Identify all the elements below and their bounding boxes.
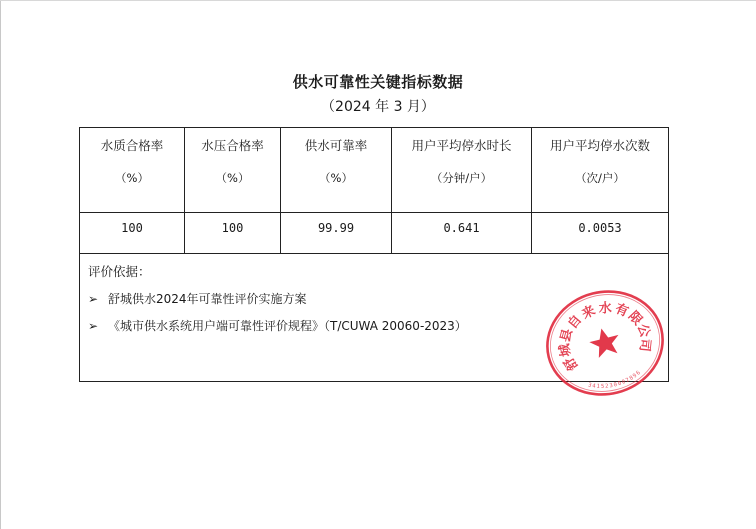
document-subtitle: （2024 年 3 月）	[321, 99, 435, 115]
header-unit: （%）	[115, 171, 149, 185]
svg-text:0: 0	[621, 378, 627, 386]
header-cell-water-quality	[80, 128, 185, 213]
value-text: 100	[221, 221, 244, 235]
svg-text:8: 8	[628, 375, 635, 382]
value-cell-outage-count	[532, 213, 669, 254]
svg-text:3: 3	[609, 382, 614, 390]
value-cell-outage-duration	[392, 213, 532, 254]
basis-item-text: 《城市供水系统用户端可靠性评价规程》（T/CUWA 20060-2023）	[108, 319, 467, 333]
value-text: 0.641	[443, 221, 480, 235]
arrow-bullet-icon: ➢	[88, 292, 99, 306]
value-cell-water-pressure	[185, 213, 281, 254]
header-cell-supply-reliability	[281, 128, 392, 213]
svg-text:水: 水	[598, 301, 612, 317]
header-unit: （%）	[319, 171, 353, 185]
header-label: 供水可靠率	[304, 138, 368, 153]
table-value-row	[80, 213, 669, 254]
header-label: 水压合格率	[201, 138, 264, 153]
basis-item	[88, 317, 467, 334]
svg-text:有: 有	[612, 301, 631, 321]
document-title: 供水可靠性关键指标数据	[292, 73, 464, 91]
basis-item	[88, 290, 307, 307]
svg-text:来: 来	[579, 303, 598, 323]
basis-title: 评价依据：	[88, 264, 151, 279]
svg-text:2: 2	[604, 383, 609, 390]
arrow-bullet-icon: ➢	[88, 319, 99, 333]
header-label: 用户平均停水时长	[411, 138, 512, 153]
header-cell-water-pressure	[185, 128, 281, 213]
star-icon	[587, 325, 623, 359]
svg-text:0: 0	[617, 380, 623, 388]
value-text: 99.99	[317, 221, 355, 235]
svg-text:城: 城	[557, 342, 575, 358]
header-unit: （次/户）	[575, 171, 625, 185]
svg-text:舒: 舒	[561, 353, 582, 373]
header-label: 水质合格率	[100, 138, 164, 153]
svg-text:9: 9	[632, 372, 639, 380]
page-top-border	[0, 0, 756, 1]
svg-text:县: 县	[558, 327, 576, 344]
svg-text:公: 公	[633, 322, 653, 340]
svg-text:4: 4	[591, 383, 597, 390]
table-header-row	[80, 128, 669, 213]
svg-text:5: 5	[600, 383, 605, 390]
svg-text:0: 0	[613, 381, 618, 389]
value-text: 0.0053	[578, 221, 622, 235]
svg-text:6: 6	[635, 370, 642, 377]
value-text: 100	[121, 221, 143, 235]
value-cell-water-quality	[80, 213, 185, 254]
svg-text:1: 1	[596, 383, 601, 390]
header-unit: （分钟/户）	[430, 171, 493, 185]
svg-text:2: 2	[624, 377, 631, 385]
header-label: 用户平均停水次数	[549, 138, 650, 153]
svg-text:3: 3	[587, 382, 593, 389]
official-seal-stamp	[539, 288, 673, 398]
svg-text:自: 自	[565, 312, 586, 333]
svg-text:司: 司	[636, 337, 653, 353]
header-unit: （%）	[215, 171, 250, 185]
basis-item-text: 舒城供水2024年可靠性评价实施方案	[108, 292, 307, 306]
svg-text:限: 限	[625, 308, 645, 329]
header-cell-outage-duration	[392, 128, 532, 213]
header-cell-outage-count	[532, 128, 669, 213]
value-cell-supply-reliability	[281, 213, 392, 254]
seal-graphic	[539, 288, 673, 398]
